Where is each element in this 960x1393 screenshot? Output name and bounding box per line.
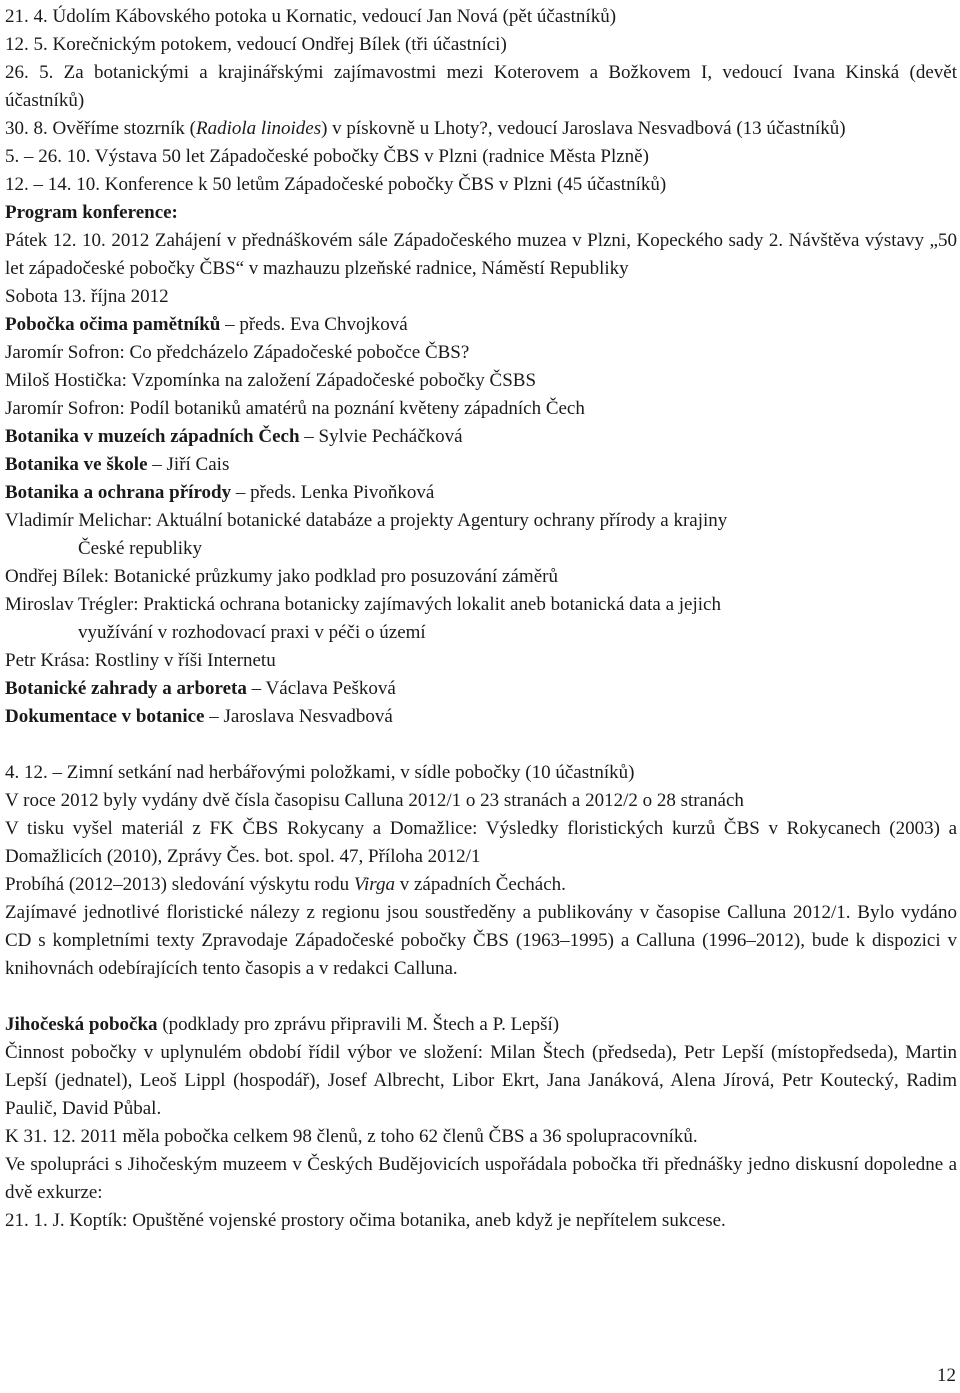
session-heading — [5, 423, 957, 451]
talk-line: Jaromír Sofron: Co předcházelo Západočeské pobočce ČBS? — [5, 342, 470, 363]
spacer — [5, 983, 957, 1011]
text-run: ) v pískovně u Lhoty?, vedoucí Jaroslava Nesvadbová (13 účastníků) — [321, 118, 846, 139]
genus-name: Virga — [353, 874, 395, 895]
session-chair: – Sylvie Pecháčková — [299, 426, 463, 447]
session-heading — [5, 675, 957, 703]
text-run: 30. 8. Ověříme stozrník ( — [5, 118, 197, 139]
text-paragraph: Činnost pobočky v uplynulém období řídil výbor ve složení: Milan Štech (předseda), Petr Lepší (místopředseda), Martin Lepší (jednatel), Leoš Lippl (hospodář), Josef Albrecht, Libor Ekrt, Jana Janáková, Alena Jírová, Petr Koutecký, Radim Paulič, David Půbal. — [5, 1042, 957, 1119]
document-page — [5, 3, 957, 1235]
talk-line-continued: využívání v rozhodovací praxi v péči o území — [78, 622, 426, 643]
session-title: Dokumentace v botanice — [5, 706, 205, 727]
session-chair: – předs. Eva Chvojková — [220, 314, 408, 335]
session-heading — [5, 451, 957, 479]
talk-line: Petr Krása: Rostliny v říši Internetu — [5, 650, 276, 671]
text-paragraph: Pátek 12. 10. 2012 Zahájení v přednáškovém sále Západočeského muzea v Plzni, Kopeckého sady 2. Návštěva výstavy „50 let západočeské pobočky ČBS“ v mazhauzu plzeňské radnice, Náměstí Republiky — [5, 230, 957, 279]
branch-heading — [5, 1011, 957, 1039]
text-line: 12. – 14. 10. Konference k 50 letům Západočeské pobočky ČBS v Plzni (45 účastníků) — [5, 174, 667, 195]
session-heading — [5, 311, 957, 339]
species-name: Radiola linoides — [196, 118, 322, 139]
text-line: 12. 5. Korečnickým potokem, vedoucí Ondřej Bílek (tři účastníci) — [5, 34, 507, 55]
talk-line: Miroslav Trégler: Praktická ochrana botanicky zajímavých lokalit aneb botanická data a jejich — [5, 594, 721, 615]
page-number: 12 — [937, 1365, 956, 1386]
session-chair: – Václava Pešková — [246, 678, 396, 699]
spacer — [5, 731, 957, 759]
text-paragraph: Zajímavé jednotlivé floristické nálezy z regionu jsou soustředěny a publikovány v časopise Calluna 2012/1. Bylo vydáno CD s kompletními texty Zpravodaje Západočeské pobočky ČBS (1963–1995) a Calluna (1996–2012), bude k dispozici v knihovnách odebírajících tento časopis a v redakci Calluna. — [5, 902, 957, 979]
heading-text: Program konference: — [5, 202, 178, 223]
talk-line: Miloš Hostička: Vzpomínka na založení Západočeské pobočky ČSBS — [5, 370, 537, 391]
text-run: v západních Čechách. — [395, 874, 566, 895]
session-title: Botanika v muzeích západních Čech — [5, 426, 300, 447]
session-title: Pobočka očima pamětníků — [5, 314, 221, 335]
text-line: K 31. 12. 2011 měla pobočka celkem 98 členů, z toho 62 členů ČBS a 36 spolupracovníků. — [5, 1126, 698, 1147]
session-heading — [5, 479, 957, 507]
session-title: Botanika ve škole — [5, 454, 148, 475]
section-heading — [5, 199, 957, 227]
text-line: 5. – 26. 10. Výstava 50 let Západočeské pobočky ČBS v Plzni (radnice Města Plzně) — [5, 146, 649, 167]
session-chair: – Jaroslava Nesvadbová — [204, 706, 393, 727]
text-line: 4. 12. – Zimní setkání nad herbářovými položkami, v sídle pobočky (10 účastníků) — [5, 762, 635, 783]
talk-line: Jaromír Sofron: Podíl botaniků amatérů na poznání květeny západních Čech — [5, 398, 585, 419]
session-title: Botanické zahrady a arboreta — [5, 678, 247, 699]
text-line: 21. 4. Údolím Kábovského potoka u Kornatic, vedoucí Jan Nová (pět účastníků) — [5, 6, 617, 27]
text-paragraph: V tisku vyšel materiál z FK ČBS Rokycany a Domažlice: Výsledky floristických kurzů ČBS v Rokycanech (2003) a Domažlicích (2010), Zprávy Čes. bot. spol. 47, Příloha 2012/1 — [5, 818, 957, 867]
branch-note: (podklady pro zprávu připravili M. Štech a P. Lepší) — [157, 1014, 560, 1035]
branch-title: Jihočeská pobočka — [5, 1014, 158, 1035]
text-line: V roce 2012 byly vydány dvě čísla časopisu Calluna 2012/1 o 23 stranách a 2012/2 o 28 stranách — [5, 790, 744, 811]
text-line: 21. 1. J. Koptík: Opuštěné vojenské prostory očima botanika, aneb když je nepřítelem sukcese. — [5, 1210, 726, 1231]
talk-line-continued: České republiky — [78, 538, 203, 559]
talk-line: Vladimír Melichar: Aktuální botanické databáze a projekty Agentury ochrany přírody a krajiny — [5, 510, 728, 531]
text-run: Probíhá (2012–2013) sledování výskytu rodu — [5, 874, 354, 895]
session-title: Botanika a ochrana přírody — [5, 482, 232, 503]
session-chair: – Jiří Cais — [147, 454, 230, 475]
text-paragraph — [5, 115, 957, 143]
talk-line: Ondřej Bílek: Botanické průzkumy jako podklad pro posuzování záměrů — [5, 566, 558, 587]
session-heading — [5, 703, 957, 731]
text-line: Sobota 13. října 2012 — [5, 286, 169, 307]
text-paragraph: 26. 5. Za botanickými a krajinářskými zajímavostmi mezi Koterovem a Božkovem I, vedoucí Ivana Kinská (devět účastníků) — [5, 62, 957, 111]
text-paragraph: Ve spolupráci s Jihočeským muzeem v Českých Budějovicích uspořádala pobočka tři přednášky jedno diskusní dopoledne a dvě exkurze: — [5, 1154, 957, 1203]
session-chair: – předs. Lenka Pivoňková — [231, 482, 435, 503]
text-line — [5, 871, 957, 899]
